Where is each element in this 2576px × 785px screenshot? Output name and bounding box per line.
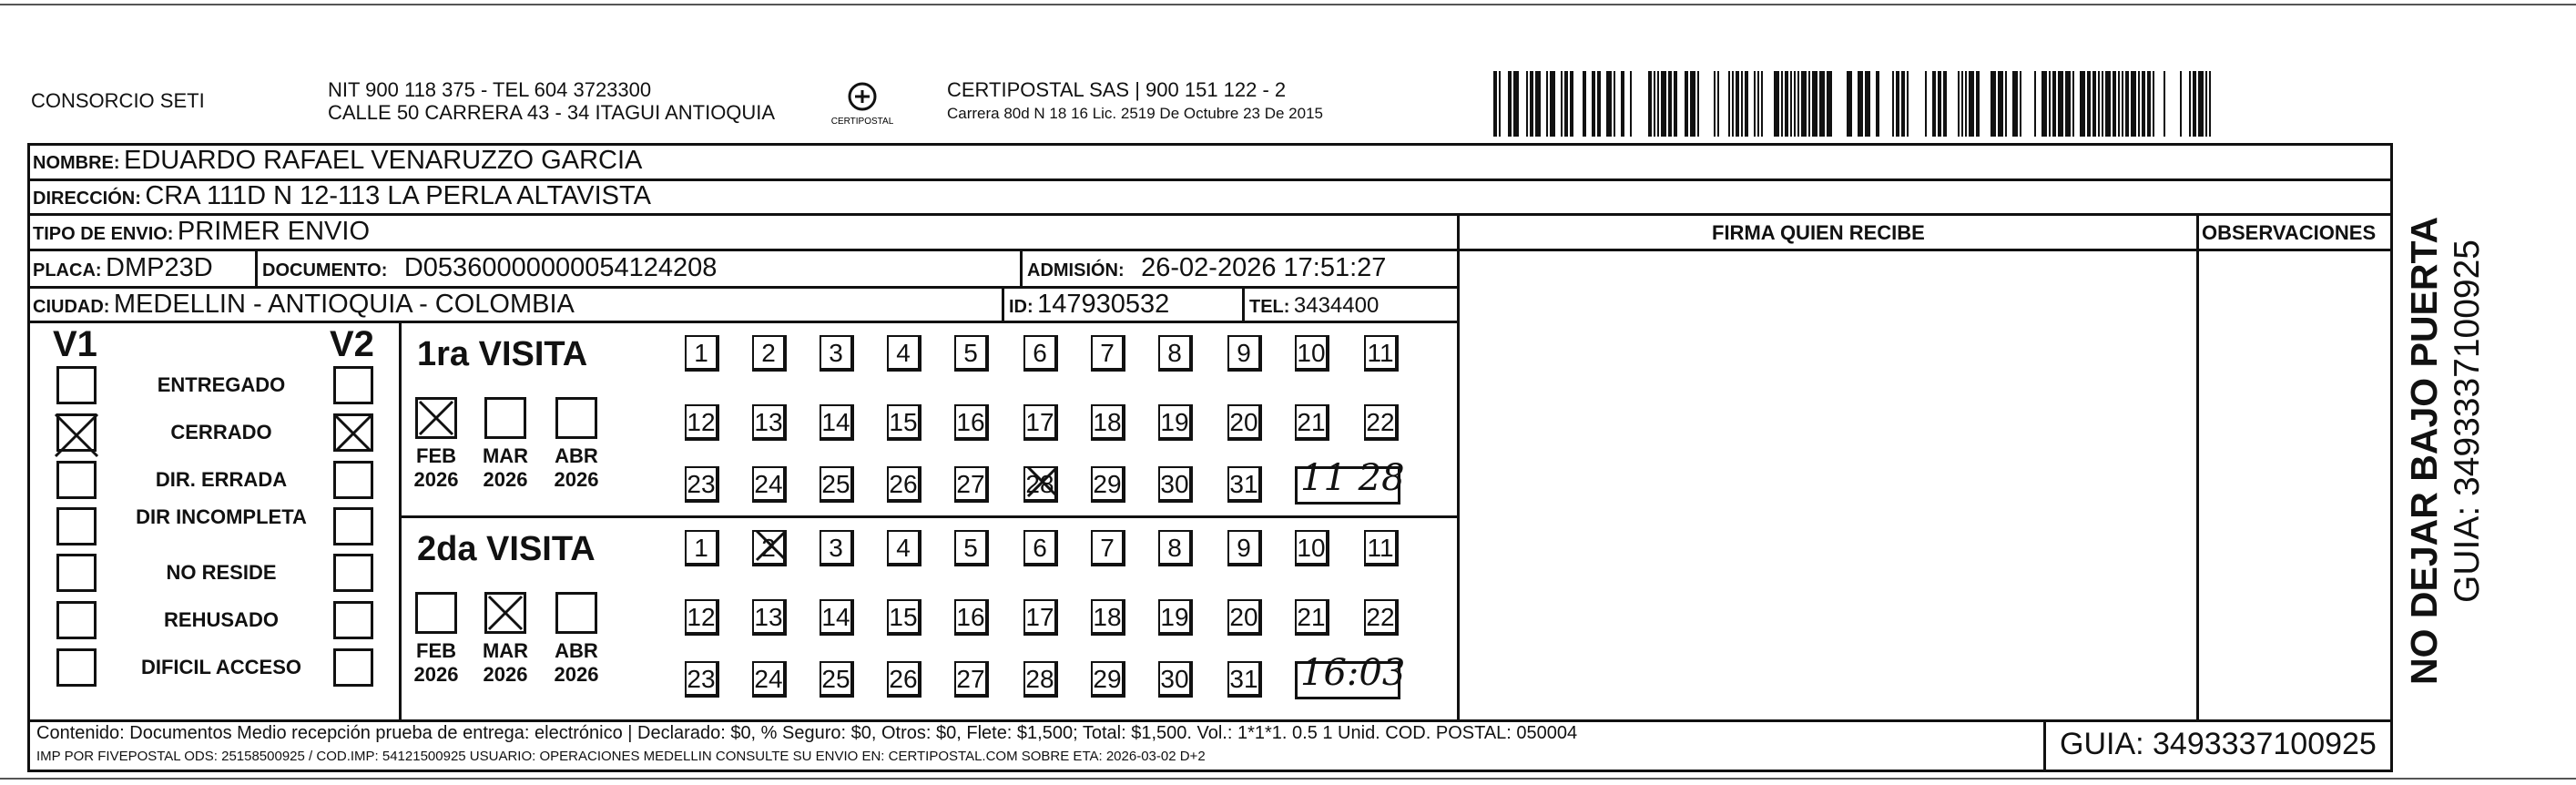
day-box[interactable]: 22 xyxy=(1364,404,1399,441)
month-name: ABR xyxy=(555,639,598,662)
day-box[interactable]: 11 xyxy=(1364,530,1399,566)
barcode-bar xyxy=(1661,71,1666,137)
v2-checkbox[interactable] xyxy=(333,648,373,687)
side-guia: GUIA: 3493337100925 xyxy=(2448,240,2487,603)
day-box[interactable]: 21 xyxy=(1295,599,1329,636)
barcode-bar xyxy=(1614,71,1615,137)
day-box[interactable]: 4 xyxy=(887,530,921,566)
day-box[interactable]: 12 xyxy=(685,404,719,441)
tel-field xyxy=(1249,293,1379,319)
day-box[interactable]: 28 xyxy=(1023,661,1058,698)
day-box[interactable]: 27 xyxy=(954,466,989,503)
placa-value: DMP23D xyxy=(106,253,213,282)
carrier-line-2: Carrera 80d N 18 16 Lic. 2519 De Octubre 23 De 2015 xyxy=(947,105,1323,122)
barcode-bar xyxy=(1564,71,1568,137)
barcode-bar xyxy=(1790,71,1792,137)
day-box[interactable]: 30 xyxy=(1158,661,1193,698)
barcode-bar xyxy=(2164,71,2165,137)
day-box[interactable]: 19 xyxy=(1158,599,1193,636)
barcode-bar xyxy=(1674,71,1677,137)
admision-field xyxy=(1027,253,1386,283)
admision-value: 26-02-2026 17:51:27 xyxy=(1141,253,1387,282)
nit-line-1: NIT 900 118 375 - TEL 604 3723300 xyxy=(328,78,652,101)
v2-checkbox[interactable] xyxy=(333,366,373,404)
barcode-bar xyxy=(2020,71,2021,137)
day-box[interactable]: 24 xyxy=(752,661,787,698)
v1-checkbox[interactable] xyxy=(56,461,97,499)
month-label xyxy=(546,639,606,687)
v1-checkbox[interactable] xyxy=(56,554,97,592)
month-name: MAR xyxy=(482,444,529,467)
tipo-value: PRIMER ENVIO xyxy=(177,217,371,246)
barcode-bar xyxy=(1932,71,1936,137)
barcode-bar xyxy=(2209,71,2211,137)
barcode-bar xyxy=(2065,71,2071,137)
day-box[interactable]: 17 xyxy=(1023,599,1058,636)
barcode-bar xyxy=(1958,71,1960,137)
day-box[interactable]: 6 xyxy=(1023,530,1058,566)
barcode xyxy=(1493,71,2222,137)
barcode-bar xyxy=(1630,71,1632,137)
barcode-bar xyxy=(1938,71,1941,137)
status-option-label: DIFICIL ACCESO xyxy=(140,656,301,678)
barcode-bar xyxy=(2142,71,2145,137)
day-box[interactable]: 5 xyxy=(954,335,989,372)
tel-label: TEL: xyxy=(1249,297,1290,317)
day-box[interactable]: 29 xyxy=(1091,661,1125,698)
nit-line-2: CALLE 50 CARRERA 43 - 34 ITAGUI ANTIOQUIA xyxy=(328,101,776,124)
barcode-bar xyxy=(2058,71,2063,137)
day-box[interactable]: 10 xyxy=(1295,530,1329,566)
barcode-bar xyxy=(1530,71,1533,137)
day-box[interactable]: 13 xyxy=(752,599,787,636)
status-option-label: DIR. ERRADA xyxy=(155,468,288,491)
nombre-label: NOMBRE: xyxy=(33,153,120,173)
barcode-bar xyxy=(1976,71,1980,137)
barcode-bar xyxy=(2049,71,2051,137)
month-name: FEB xyxy=(416,444,456,467)
day-box[interactable]: 7 xyxy=(1091,530,1125,566)
barcode-bar xyxy=(1991,71,1996,137)
month-label xyxy=(475,444,535,492)
barcode-bar xyxy=(2118,71,2120,137)
day-box[interactable]: 13 xyxy=(752,404,787,441)
barcode-bar xyxy=(1535,71,1541,137)
v1-checkbox[interactable] xyxy=(56,601,97,639)
v1-check-mark xyxy=(53,412,100,459)
day-box[interactable]: 22 xyxy=(1364,599,1399,636)
id-field xyxy=(1009,290,1169,320)
direccion-value: CRA 111D N 12-113 LA PERLA ALTAVISTA xyxy=(145,181,651,210)
barcode-bar xyxy=(1546,71,1548,137)
day-box[interactable]: 8 xyxy=(1158,530,1193,566)
barcode-bar xyxy=(1896,71,1899,137)
barcode-bar xyxy=(1794,71,1796,137)
day-box[interactable]: 20 xyxy=(1227,404,1262,441)
day-box[interactable]: 10 xyxy=(1295,335,1329,372)
barcode-bar xyxy=(1827,71,1832,137)
v1-checkbox[interactable] xyxy=(56,507,97,545)
barcode-bar xyxy=(1570,71,1573,137)
status-option-label: DIR INCOMPLETA xyxy=(136,505,307,528)
month-label xyxy=(546,444,606,492)
barcode-bar xyxy=(2005,71,2007,137)
month-checkbox[interactable] xyxy=(555,592,597,634)
barcode-bar xyxy=(2193,71,2196,137)
month-name: ABR xyxy=(555,444,598,467)
barcode-bar xyxy=(1812,71,1817,137)
day-box[interactable]: 1 xyxy=(685,335,719,372)
barcode-bar xyxy=(2205,71,2207,137)
barcode-bar xyxy=(1745,71,1748,137)
barcode-bar xyxy=(2131,71,2136,137)
barcode-bar xyxy=(1597,71,1601,137)
day-box[interactable]: 23 xyxy=(685,466,719,503)
barcode-bar xyxy=(1714,71,1716,137)
handwritten-time: 11 28 xyxy=(1300,457,1405,499)
day-box[interactable]: 28 xyxy=(1023,466,1058,503)
barcode-bar xyxy=(1969,71,1974,137)
month-year: 2026 xyxy=(554,663,599,686)
ciudad-label: CIUDAD: xyxy=(33,297,110,317)
side-warning: NO DEJAR BAJO PUERTA xyxy=(2403,216,2445,685)
month-check-mark xyxy=(486,594,524,632)
documento-value: D05360000000054124208 xyxy=(403,253,718,282)
barcode-bar xyxy=(1961,71,1963,137)
day-box[interactable]: 14 xyxy=(820,404,854,441)
barcode-bar xyxy=(1621,71,1624,137)
barcode-bar xyxy=(1741,71,1743,137)
v2-check-mark xyxy=(333,413,373,454)
barcode-bar xyxy=(1513,71,1519,137)
barcode-bar xyxy=(1550,71,1555,137)
day-box[interactable]: 2 xyxy=(752,335,787,372)
month-label xyxy=(475,639,535,687)
barcode-bar xyxy=(1876,71,1879,137)
day-box[interactable]: 7 xyxy=(1091,335,1125,372)
footer-imp: IMP POR FIVEPOSTAL ODS: 25158500925 / COD.IMP: 54121500925 USUARIO: OPERACIONES MEDELLIN CONSULTE SU ENVIO EN: CERTIPOSTAL.COM SOBRE ETA: 2026-03-02 D+2 xyxy=(36,749,1206,764)
barcode-bar xyxy=(1998,71,2003,137)
day-box[interactable]: 6 xyxy=(1023,335,1058,372)
placa-field xyxy=(33,253,213,283)
day-box[interactable]: 16 xyxy=(954,404,989,441)
month-checkbox[interactable] xyxy=(555,397,597,439)
barcode-bar xyxy=(1797,71,1799,137)
barcode-bar xyxy=(1583,71,1586,137)
day-box[interactable]: 24 xyxy=(752,466,787,503)
ciudad-field xyxy=(33,290,575,320)
month-year: 2026 xyxy=(554,468,599,491)
barcode-bar xyxy=(1808,71,1810,137)
day-box[interactable]: 15 xyxy=(887,599,921,636)
day-box[interactable]: 2 xyxy=(752,530,787,566)
month-year: 2026 xyxy=(413,663,459,686)
day-box[interactable]: 3 xyxy=(820,335,854,372)
day-box[interactable]: 9 xyxy=(1227,530,1262,566)
footer-guia: GUIA: 3493337100925 xyxy=(2060,727,2377,761)
barcode-bar xyxy=(1508,71,1512,137)
barcode-bar xyxy=(1785,71,1788,137)
month-name: MAR xyxy=(482,639,529,662)
v2-label: V2 xyxy=(330,324,374,364)
barcode-bar xyxy=(2012,71,2018,137)
barcode-bar xyxy=(1943,71,1947,137)
status-option-label: REHUSADO xyxy=(164,608,279,631)
day-box[interactable]: 26 xyxy=(887,661,921,698)
barcode-bar xyxy=(1847,71,1852,137)
barcode-bar xyxy=(1865,71,1870,137)
day-box[interactable]: 9 xyxy=(1227,335,1262,372)
tipo-row xyxy=(33,217,370,247)
status-option-label: NO RESIDE xyxy=(166,561,277,584)
month-check-mark xyxy=(417,399,455,437)
day-box[interactable]: 27 xyxy=(954,661,989,698)
month-checkbox[interactable] xyxy=(415,592,457,634)
barcode-bar xyxy=(2098,71,2100,137)
status-option-label: CERRADO xyxy=(170,421,272,443)
main-form xyxy=(27,143,2393,772)
day-box[interactable]: 21 xyxy=(1295,404,1329,441)
barcode-bar xyxy=(1526,71,1528,137)
v2-checkbox[interactable] xyxy=(333,507,373,545)
barcode-bar xyxy=(2113,71,2116,137)
documento-label: DOCUMENTO: xyxy=(262,260,388,280)
barcode-bar xyxy=(2147,71,2151,137)
month-year: 2026 xyxy=(413,468,459,491)
visit-title: 2da VISITA xyxy=(417,530,596,568)
tipo-label: TIPO DE ENVIO: xyxy=(33,224,174,244)
barcode-bar xyxy=(2102,71,2103,137)
day-box[interactable]: 30 xyxy=(1158,466,1193,503)
barcode-bar xyxy=(1499,71,1501,137)
barcode-bar xyxy=(1965,71,1967,137)
carrier-line-1: CERTIPOSTAL SAS | 900 151 122 - 2 xyxy=(947,78,1287,101)
day-box[interactable]: 12 xyxy=(685,599,719,636)
day-box[interactable]: 31 xyxy=(1227,661,1262,698)
v1-label: V1 xyxy=(53,324,97,364)
barcode-bar xyxy=(1606,71,1612,137)
bottom-rule xyxy=(0,778,2576,780)
v2-checkbox[interactable] xyxy=(333,601,373,639)
barcode-bar xyxy=(1668,71,1672,137)
id-label: ID: xyxy=(1009,297,1033,317)
barcode-bar xyxy=(1901,71,1905,137)
day-box[interactable]: 26 xyxy=(887,466,921,503)
day-box[interactable]: 5 xyxy=(954,530,989,566)
day-box[interactable]: 18 xyxy=(1091,599,1125,636)
certipostal-logo xyxy=(830,78,894,129)
month-label xyxy=(406,639,466,687)
day-box[interactable]: 29 xyxy=(1091,466,1125,503)
barcode-bar xyxy=(1697,71,1699,137)
barcode-bar xyxy=(1654,71,1655,137)
day-box[interactable]: 19 xyxy=(1158,404,1193,441)
day-box[interactable]: 25 xyxy=(820,661,854,698)
v1-checkbox[interactable] xyxy=(56,648,97,687)
barcode-bar xyxy=(2189,71,2191,137)
barcode-bar xyxy=(1728,71,1730,137)
day-check-mark xyxy=(1025,464,1060,499)
day-box[interactable]: 18 xyxy=(1091,404,1125,441)
barcode-bar xyxy=(1858,71,1863,137)
ciudad-value: MEDELLIN - ANTIOQUIA - COLOMBIA xyxy=(113,290,575,319)
nombre-value: EDUARDO RAFAEL VENARUZZO GARCIA xyxy=(124,146,643,175)
barcode-bar xyxy=(1757,71,1759,137)
day-box[interactable]: 15 xyxy=(887,404,921,441)
id-value: 147930532 xyxy=(1037,290,1170,319)
nombre-row xyxy=(33,146,642,176)
barcode-bar xyxy=(1657,71,1659,137)
day-box[interactable]: 16 xyxy=(954,599,989,636)
barcode-bar xyxy=(2122,71,2123,137)
day-box[interactable]: 31 xyxy=(1227,466,1262,503)
month-name: FEB xyxy=(416,639,456,662)
barcode-bar xyxy=(1774,71,1779,137)
day-check-mark xyxy=(754,528,789,563)
barcode-bar xyxy=(1685,71,1688,137)
barcode-bar xyxy=(1717,71,1719,137)
barcode-bar xyxy=(1781,71,1783,137)
barcode-bar xyxy=(1561,71,1563,137)
day-box[interactable]: 11 xyxy=(1364,335,1399,372)
footer-contenido: Contenido: Documentos Medio recepción prueba de entrega: electrónico | Declarado: $0, % Seguro: $0, Otros: $0, Flete: $1,500; Total: $1,500. Vol.: 1*1*1. 0.5 1 Unid. COD. POSTAL: 050004 xyxy=(36,723,1578,743)
barcode-bar xyxy=(2034,71,2036,137)
barcode-bar xyxy=(2180,71,2182,137)
month-year: 2026 xyxy=(483,468,528,491)
placa-label: PLACA: xyxy=(33,260,102,280)
documento-field xyxy=(262,253,717,283)
company-name: CONSORCIO SETI xyxy=(31,89,205,112)
barcode-bar xyxy=(2153,71,2154,137)
barcode-bar xyxy=(1592,71,1595,137)
day-box[interactable]: 20 xyxy=(1227,599,1262,636)
barcode-bar xyxy=(2087,71,2091,137)
barcode-bar xyxy=(1819,71,1825,137)
barcode-bar xyxy=(1892,71,1894,137)
month-checkbox[interactable] xyxy=(484,397,526,439)
v2-checkbox[interactable] xyxy=(333,554,373,592)
barcode-bar xyxy=(2041,71,2047,137)
logo-text: CERTIPOSTAL xyxy=(830,117,894,127)
barcode-bar xyxy=(2052,71,2056,137)
handwritten-time: 16:03 xyxy=(1300,652,1406,694)
barcode-bar xyxy=(1925,71,1927,137)
barcode-bar xyxy=(2072,71,2074,137)
day-box[interactable]: 17 xyxy=(1023,404,1058,441)
direccion-label: DIRECCIÓN: xyxy=(33,189,141,209)
v1-checkbox[interactable] xyxy=(56,366,97,404)
day-box[interactable]: 1 xyxy=(685,530,719,566)
observaciones-header: OBSERVACIONES xyxy=(2202,221,2377,244)
barcode-bar xyxy=(1761,71,1763,137)
barcode-bar xyxy=(2125,71,2129,137)
tel-value: 3434400 xyxy=(1293,293,1380,318)
barcode-bar xyxy=(1754,71,1756,137)
barcode-bar xyxy=(1907,71,1909,137)
visit-title: 1ra VISITA xyxy=(417,335,588,373)
barcode-bar xyxy=(1732,71,1734,137)
barcode-bar xyxy=(1493,71,1497,137)
admision-label: ADMISIÓN: xyxy=(1027,260,1125,280)
barcode-bar xyxy=(1690,71,1695,137)
v2-checkbox[interactable] xyxy=(333,461,373,499)
status-option-label: ENTREGADO xyxy=(157,373,286,396)
firma-header: FIRMA QUIEN RECIBE xyxy=(1712,221,1925,244)
top-rule xyxy=(0,4,2576,5)
day-box[interactable]: 14 xyxy=(820,599,854,636)
day-box[interactable]: 3 xyxy=(820,530,854,566)
day-box[interactable]: 25 xyxy=(820,466,854,503)
day-box[interactable]: 8 xyxy=(1158,335,1193,372)
barcode-bar xyxy=(1648,71,1652,137)
month-year: 2026 xyxy=(483,663,528,686)
month-label xyxy=(406,444,466,492)
barcode-bar xyxy=(2138,71,2140,137)
direccion-row xyxy=(33,181,651,211)
barcode-bar xyxy=(2092,71,2096,137)
barcode-bar xyxy=(2105,71,2111,137)
barcode-bar xyxy=(2080,71,2085,137)
day-box[interactable]: 4 xyxy=(887,335,921,372)
barcode-bar xyxy=(2198,71,2204,137)
barcode-bar xyxy=(1801,71,1807,137)
barcode-bar xyxy=(1736,71,1739,137)
day-box[interactable]: 23 xyxy=(685,661,719,698)
